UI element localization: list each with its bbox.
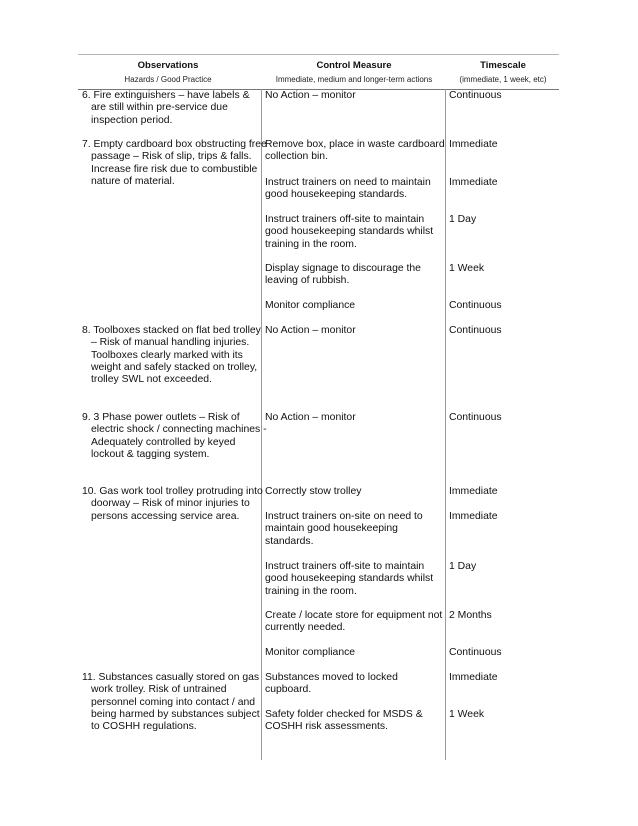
observation-11: 11. Substances casually stored on gas work trolley. Risk of untrained personnel coming into contact / and being harmed by substances subject to COSHH regulations. bbox=[82, 672, 260, 733]
timescale-11-1: Immediate bbox=[449, 672, 498, 683]
control-6-1: No Action – monitor bbox=[265, 90, 356, 101]
timescale-10-2: Immediate bbox=[449, 511, 498, 522]
timescale-7-1: Immediate bbox=[449, 139, 498, 150]
observation-8: 8. Toolboxes stacked on flat bed trolley – Risk of manual handling injuries. Toolboxes clearly marked with its weight and safely stacked on trolley, trolley SWL not exceeded. bbox=[82, 325, 261, 386]
header-timescale: Timescale bbox=[480, 60, 526, 71]
control-7-3: Instruct trainers off-site to maintain good housekeeping standards whilst training in the room. bbox=[265, 214, 434, 250]
control-7-1: Remove box, place in waste cardboard collection bin. bbox=[265, 139, 445, 163]
timescale-10-3: 1 Day bbox=[449, 561, 477, 572]
control-11-1: Substances moved to locked cupboard. bbox=[265, 672, 398, 696]
header-observations-sub: Hazards / Good Practice bbox=[124, 75, 212, 84]
timescale-9-1: Continuous bbox=[449, 412, 502, 423]
timescale-10-1: Immediate bbox=[449, 486, 498, 497]
control-10-4: Create / locate store for equipment not currently needed. bbox=[265, 610, 443, 634]
observation-10: 10. Gas work tool trolley protruding into doorway – Risk of minor injuries to persons accessing service area. bbox=[82, 486, 263, 522]
control-7-2: Instruct trainers on need to maintain good housekeeping standards. bbox=[265, 177, 431, 201]
control-7-5: Monitor compliance bbox=[265, 300, 356, 311]
timescale-7-4: 1 Week bbox=[449, 263, 485, 274]
timescale-7-3: 1 Day bbox=[449, 214, 477, 225]
timescale-11-2: 1 Week bbox=[449, 709, 485, 720]
observation-6: 6. Fire extinguishers – have labels & are still within pre-service due inspection period. bbox=[82, 90, 250, 126]
control-10-1: Correctly stow trolley bbox=[265, 486, 362, 497]
header-control-measure: Control Measure bbox=[316, 60, 392, 71]
control-11-2: Safety folder checked for MSDS & COSHH risk assessments. bbox=[265, 709, 423, 733]
control-9-1: No Action – monitor bbox=[265, 412, 356, 423]
timescale-7-2: Immediate bbox=[449, 177, 498, 188]
header-timescale-sub: (immediate, 1 week, etc) bbox=[459, 75, 547, 84]
control-10-3: Instruct trainers off-site to maintain good housekeeping standards whilst training in the room. bbox=[265, 561, 434, 597]
timescale-6-1: Continuous bbox=[449, 90, 502, 101]
observation-7: 7. Empty cardboard box obstructing free passage – Risk of slip, trips & falls. Increase fire risk due to combustible nature of material. bbox=[82, 139, 267, 187]
control-10-5: Monitor compliance bbox=[265, 647, 356, 658]
timescale-10-5: Continuous bbox=[449, 647, 502, 658]
header-control-measure-sub: Immediate, medium and longer-term actions bbox=[275, 75, 433, 84]
column-divider-2 bbox=[445, 89, 446, 760]
timescale-7-5: Continuous bbox=[449, 300, 502, 311]
control-8-1: No Action – monitor bbox=[265, 325, 356, 336]
control-7-4: Display signage to discourage the leaving of rubbish. bbox=[265, 263, 421, 287]
timescale-8-1: Continuous bbox=[449, 325, 502, 336]
control-10-2: Instruct trainers on-site on need to maintain good housekeeping standards. bbox=[265, 511, 423, 547]
table-top-rule bbox=[78, 54, 559, 55]
observation-9: 9. 3 Phase power outlets – Risk of electric shock / connecting machines - Adequately controlled by keyed lockout & tagging system. bbox=[82, 412, 267, 460]
header-observations: Observations bbox=[137, 60, 199, 71]
timescale-10-4: 2 Months bbox=[449, 610, 492, 621]
